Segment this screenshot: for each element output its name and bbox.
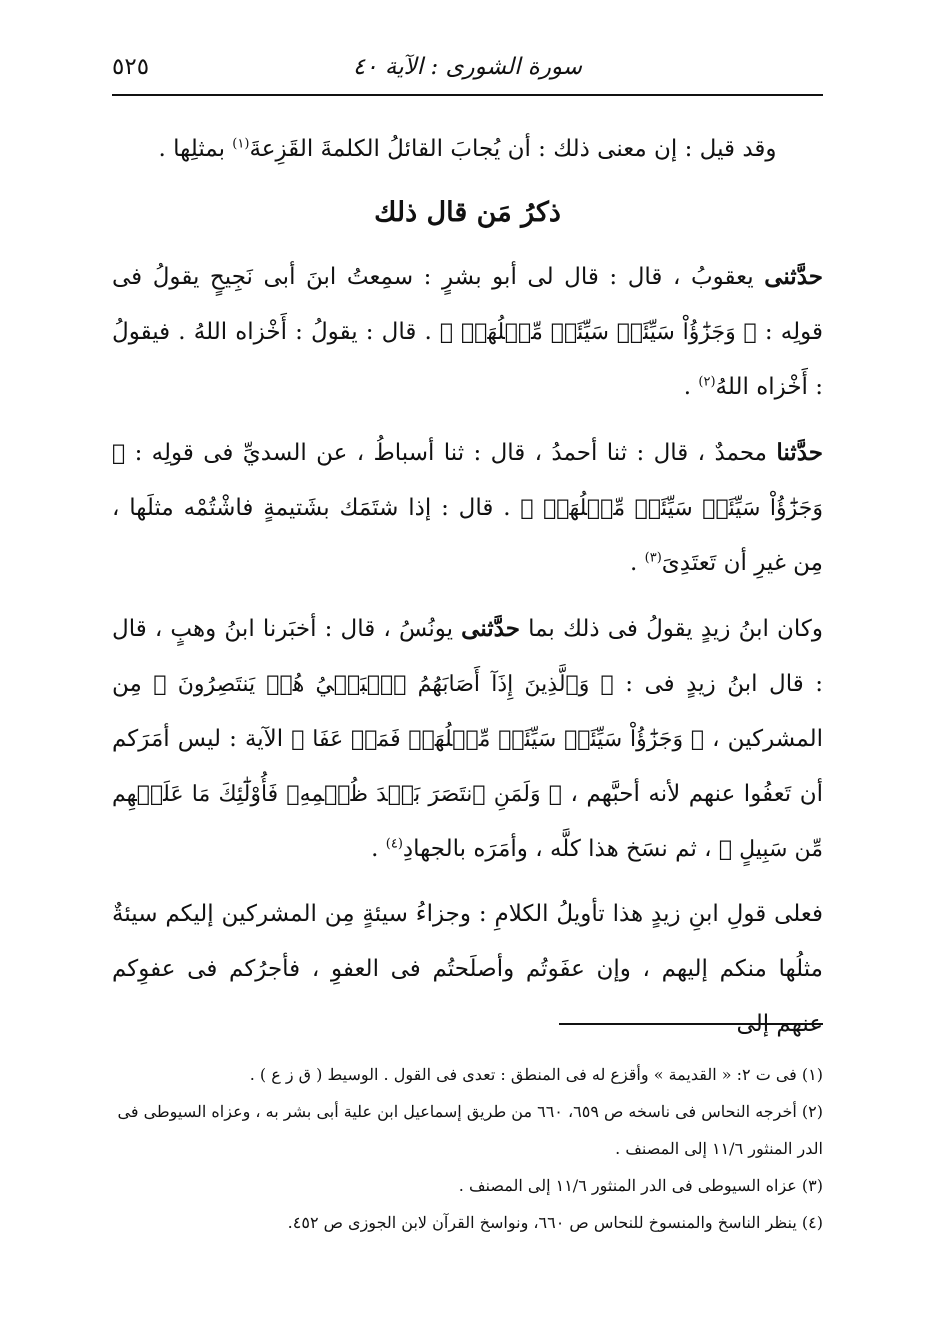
quran-verse: ﴿ وَٱلَّذِينَ إِذَآ أَصَابَهُمُ ٱلۡبَغۡيُ هُمۡ يَنتَصِرُونَ ﴾ (153, 672, 614, 697)
footnote-3: (٣) عزاه السيوطى فى الدر المنثور ١١/٦ إلى المصنف . (458, 1176, 823, 1195)
paragraph-text: الآية : ليس أمَرَكم أن تَعفُوا عنهم لأنه أحبَّهم ، (112, 726, 823, 807)
quran-verse: ﴿ وَجَزَٰٓؤُاْ سَيِّئَةٖ سَيِّئَةٞ مِّثۡلُهَاۖ ﴾ (112, 441, 823, 521)
paragraph-text: يونُسُ ، قال : أخبَرنا ابنُ وهبٍ ، قال : قال ابنُ زيدٍ فى : (112, 616, 823, 697)
paragraph-text: وكان ابنُ زيدٍ يقولُ فى ذلك بما (519, 616, 823, 642)
paragraph-end: . (630, 550, 645, 576)
narration-lead: حدَّثنى (764, 263, 823, 290)
paragraph-end: . (371, 836, 386, 862)
footnote-ref-2: (٢) (698, 374, 716, 390)
page-number: ٥٢٥ (112, 54, 150, 80)
narration-lead: حدَّثنى (461, 615, 520, 642)
main-text (112, 122, 823, 1062)
running-title: سورة الشورى : الآية ٤٠ (352, 54, 583, 80)
footnote-1: (١) فى ت ٢: « القديمة » وأقزع له فى المنطق : تعدى فى القول . الوسيط ( ق ز ع ) . (249, 1065, 823, 1084)
paragraph-text: فعلى قولِ ابنِ زيدٍ هذا تأويلُ الكلامِ : وجزاءُ سيئةٍ مِن المشركين إليكم سيئةٌ مثلُها منكم إليهم ، وإن عفَوتُم وأصلَحتُم فى العفوِ ، فأجرُكم فى عفوِكم عنهم إلى (112, 901, 823, 1037)
paragraph-text: . قال : إذا شتَمَك بشَتيمةٍ فاشْتُمْه مثلَها ، مِن غيرِ أن تَعتَدِىَ (112, 495, 823, 576)
footnote-ref-3: (٣) (644, 550, 662, 566)
opening-text: وقد قيل : إن معنى ذلك : أن يُجابَ القائلُ الكلمةَ القَزِعةَ (249, 136, 777, 162)
paragraph-4 (112, 887, 823, 1052)
paragraph-1 (112, 249, 823, 415)
footnote-ref-4: (٤) (385, 836, 403, 852)
opening-sentence (112, 122, 823, 177)
footnote-2: (٢) أخرجه النحاس فى ناسخه ص ٦٥٩، ٦٦٠ من طريق إسماعيل ابن علية أبى بشر به ، وعزاه السيوطى فى الدر المنثور ١١/٦ إلى المصنف . (117, 1102, 823, 1158)
quran-verse: ﴿ وَلَمَنِ ٱنتَصَرَ بَعۡدَ ظُلۡمِهِۦ فَأُوْلَٰٓئِكَ مَا عَلَيۡهِم مِّن سَبِيلٍ ﴾ (112, 782, 823, 862)
paragraph-end: . (683, 374, 699, 400)
opening-end: بمثلِها . (158, 136, 233, 162)
quran-verse: ﴿ وَجَزَٰٓؤُاْ سَيِّئَةٖ سَيِّئَةٞ مِّثۡلُهَاۖ ﴾ (439, 320, 757, 345)
section-heading: ذكرُ مَن قال ذلك (374, 197, 561, 228)
paragraph-3 (112, 601, 823, 877)
running-header (112, 50, 823, 96)
paragraph-2 (112, 425, 823, 591)
footnote-divider (559, 1023, 823, 1025)
paragraph-text: يعقوبُ ، قال : قال لى أبو بشرٍ : سمِعتُ ابنَ أبى نَجِيحٍ يقولُ فى قولِه : (112, 264, 823, 345)
paragraph-text: ، ثم نسَخ هذا كلَّه ، وأمَرَه بالجهادِ (402, 836, 719, 862)
footnotes (112, 1056, 823, 1241)
footnote-ref-1: (١) (232, 136, 250, 152)
footnote-4: (٤) ينظر الناسخ والمنسوخ للنحاس ص ٦٦٠، ونواسخ القرآن لابن الجوزى ص ٤٥٢. (287, 1213, 823, 1232)
paragraph-text: محمدٌ ، قال : ثنا أحمدُ ، قال : ثنا أسباطُ ، عن السديِّ فى قولِه : (125, 440, 777, 466)
paragraph-text: مِن المشركين ، (112, 671, 823, 752)
quran-verse: ﴿ وَجَزَٰٓؤُاْ سَيِّئَةٖ سَيِّئَةٞ مِّثۡلُهَاۖ فَمَنۡ عَفَا ﴾ (291, 727, 705, 752)
paragraph-text: . قال : يقولُ : أَخْزاه اللهُ . فيقولُ : أَخْزاه اللهُ (112, 319, 823, 400)
narration-lead: حدَّثنا (776, 439, 823, 466)
